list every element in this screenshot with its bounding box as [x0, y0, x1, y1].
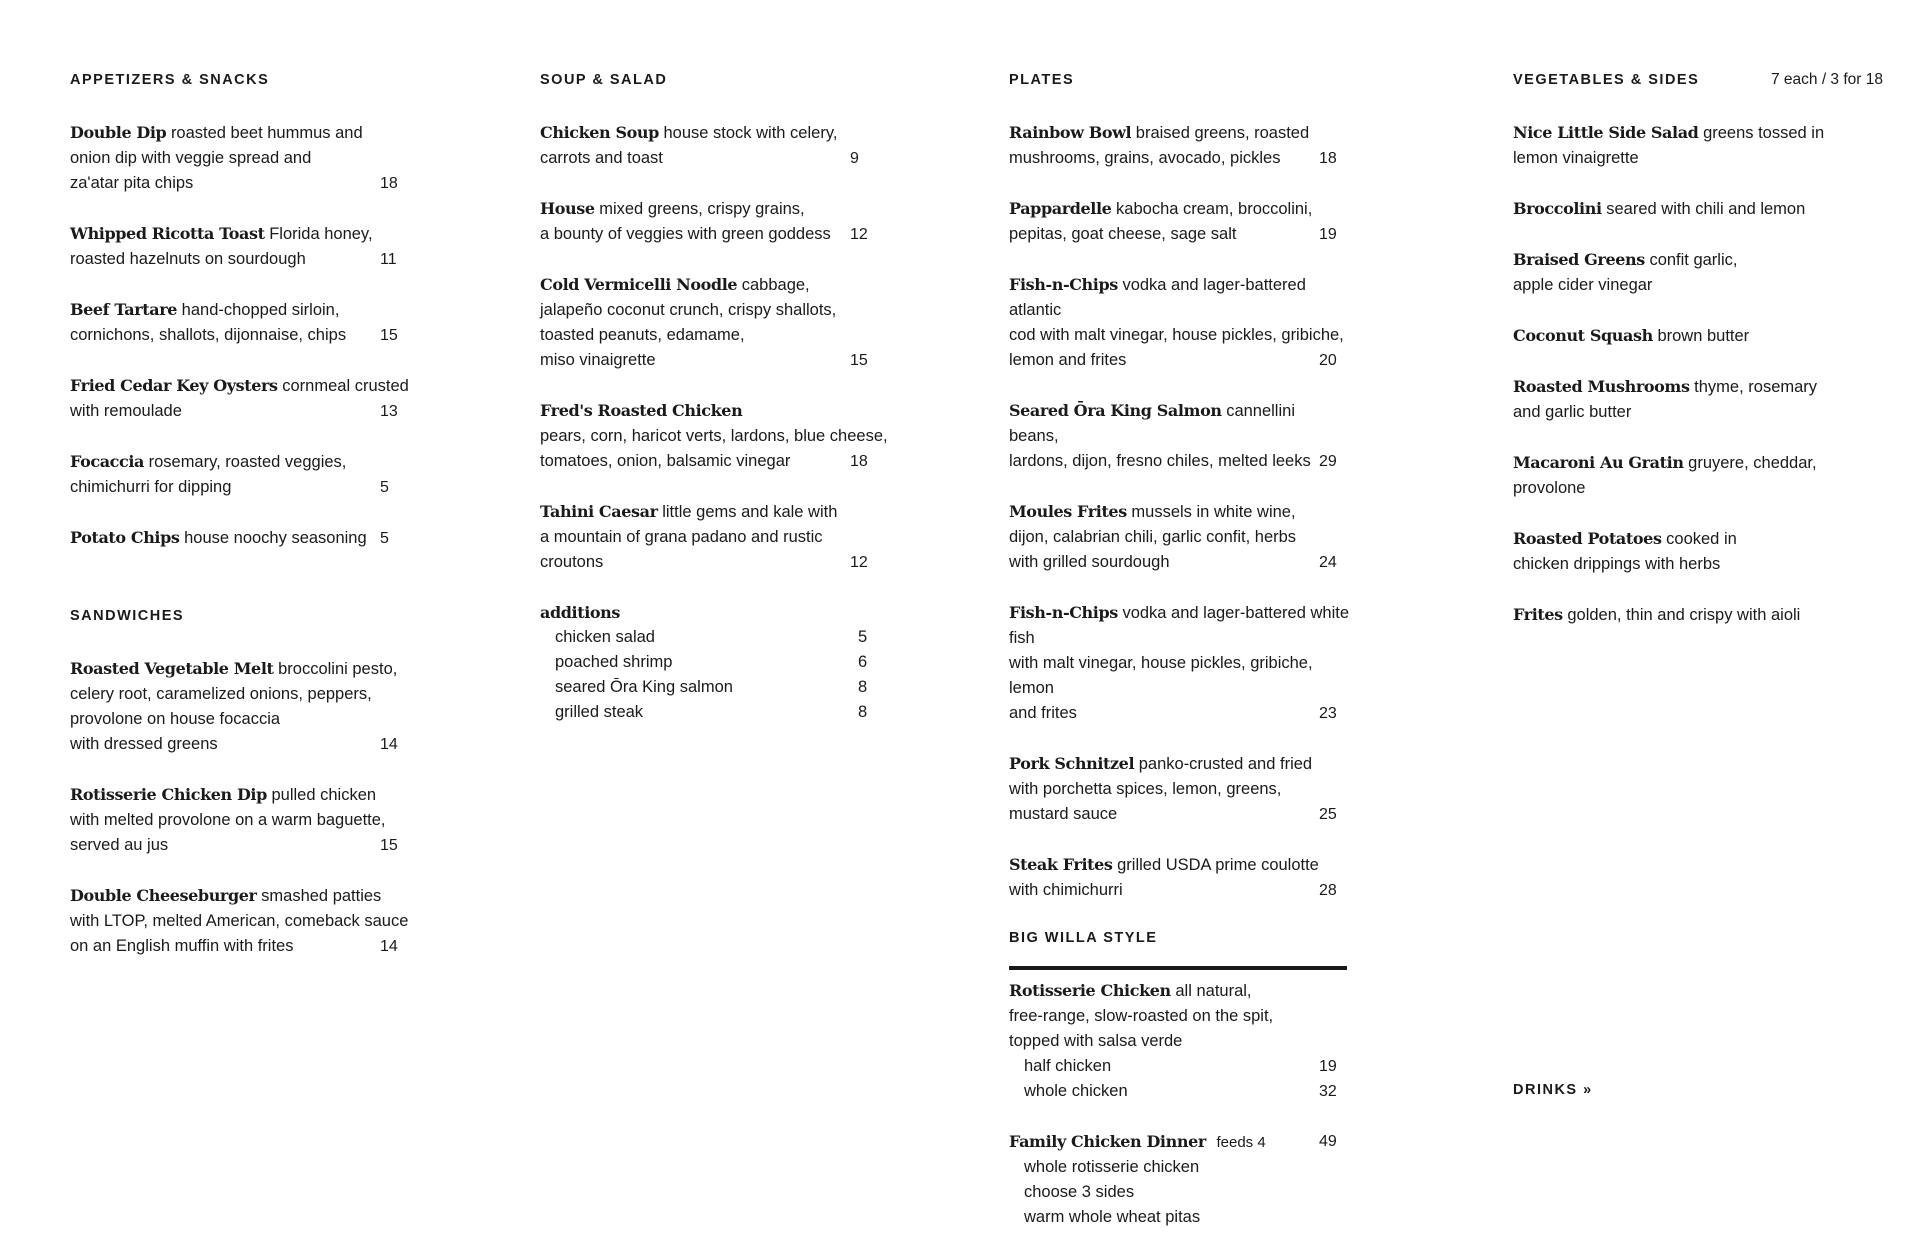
item-price: 25: [1319, 806, 1337, 823]
item-name: Broccolini: [1513, 199, 1602, 218]
item-name: Frites: [1513, 605, 1563, 624]
item-desc-line: lemon vinaigrette: [1513, 149, 1639, 167]
item-desc-line: with LTOP, melted American, comeback sauce: [70, 912, 409, 930]
menu-item-family-chicken-dinner: [1009, 1129, 1349, 1230]
menu-item: [1009, 751, 1349, 827]
item-desc-line: with porchetta spices, lemon, greens,: [1009, 780, 1282, 798]
item-desc: hand-chopped sirloin,: [181, 301, 340, 319]
item-desc-line: whole rotisserie chicken: [1024, 1158, 1200, 1176]
item-name: Chicken Soup: [540, 123, 659, 142]
item-desc-line: free-range, slow-roasted on the spit,: [1009, 1007, 1274, 1025]
option-price: 32: [1319, 1083, 1337, 1100]
section-rule: [1009, 966, 1347, 970]
item-desc-line: tomatoes, onion, balsamic vinegar: [540, 452, 791, 470]
item-desc-line: on an English muffin with frites: [70, 937, 294, 955]
menu-item: [70, 525, 430, 551]
menu-item: [1009, 499, 1349, 575]
item-desc: greens tossed in: [1703, 124, 1825, 142]
item-desc-line: za'atar pita chips: [70, 174, 194, 192]
menu-item: [540, 272, 910, 373]
item-price: 18: [380, 175, 398, 192]
item-name: Focaccia: [70, 452, 144, 471]
item-desc-line: toasted peanuts, edamame,: [540, 326, 745, 344]
addition-label: chicken salad: [555, 628, 655, 646]
menu-item: [1513, 196, 1883, 222]
addition-price: 8: [858, 703, 868, 721]
item-desc: cabbage,: [741, 276, 810, 294]
item-desc-line: onion dip with veggie spread and: [70, 149, 312, 167]
column-soup-salad: [540, 70, 910, 750]
sandwiches-list: [70, 656, 430, 959]
item-desc-line: lardons, dijon, fresno chiles, melted leeks: [1009, 452, 1311, 470]
item-name: Pork Schnitzel: [1009, 754, 1135, 773]
item-desc: rosemary, roasted veggies,: [148, 453, 347, 471]
item-name: Fish-n-Chips: [1009, 275, 1118, 294]
item-price: 5: [380, 530, 389, 547]
item-desc-line: pears, corn, haricot verts, lardons, blue cheese,: [540, 427, 888, 445]
menu-item: [540, 398, 910, 474]
item-desc-line: and garlic butter: [1513, 403, 1632, 421]
item-desc-line: with malt vinegar, house pickles, gribiche, lemon: [1009, 654, 1313, 697]
item-price: 29: [1319, 453, 1337, 470]
item-desc: seared with chili and lemon: [1606, 200, 1806, 218]
soup-salad-list: [540, 120, 910, 575]
option-label: half chicken: [1024, 1057, 1112, 1075]
menu-item: [1513, 450, 1883, 501]
addition-label: poached shrimp: [555, 653, 673, 671]
item-desc-line: provolone: [1513, 479, 1586, 497]
item-name: Fried Cedar Key Oysters: [70, 376, 278, 395]
menu-item: [70, 656, 430, 757]
item-desc: gruyere, cheddar,: [1688, 454, 1817, 472]
item-desc-line: and frites: [1009, 704, 1077, 722]
column-plates: [1009, 70, 1349, 1255]
menu-item: [1513, 602, 1883, 628]
addition-price: 5: [858, 628, 868, 646]
item-name: Family Chicken Dinner: [1009, 1132, 1206, 1151]
additions-rows: [540, 625, 910, 725]
addition-price: 6: [858, 653, 868, 671]
item-price: 14: [380, 938, 398, 955]
vegetables-list: [1513, 120, 1883, 628]
item-desc-line: a mountain of grana padano and rustic: [540, 528, 823, 546]
section-title-vegetables: VEGETABLES & SIDES: [1513, 72, 1700, 88]
item-name: Braised Greens: [1513, 250, 1645, 269]
item-desc: vodka and lager-battered white fish: [1009, 604, 1349, 647]
item-desc-line: mushrooms, grains, avocado, pickles: [1009, 149, 1281, 167]
item-desc: panko-crusted and fried: [1138, 755, 1313, 773]
section-title-sandwiches: SANDWICHES: [70, 608, 185, 624]
menu-item: [540, 499, 910, 575]
drinks-link[interactable]: DRINKS »: [1513, 1082, 1593, 1098]
menu-item: [1009, 398, 1349, 474]
item-price: 18: [1319, 150, 1337, 167]
menu-item: [1009, 600, 1349, 726]
item-desc-line: apple cider vinegar: [1513, 276, 1653, 294]
item-name: Coconut Squash: [1513, 326, 1653, 345]
item-desc: broccolini pesto,: [278, 660, 398, 678]
item-name: Rotisserie Chicken: [1009, 981, 1171, 1000]
section-title-soup-salad: SOUP & SALAD: [540, 72, 668, 88]
item-name: Rotisserie Chicken Dip: [70, 785, 267, 804]
item-desc: roasted beet hummus and: [170, 124, 363, 142]
item-desc-line: dijon, calabrian chili, garlic confit, herbs: [1009, 528, 1297, 546]
item-desc-line: provolone on house focaccia: [70, 710, 281, 728]
item-price: 49: [1319, 1133, 1337, 1150]
item-desc: cooked in: [1666, 530, 1737, 548]
item-price: 5: [380, 479, 389, 496]
item-price: 20: [1319, 352, 1337, 369]
item-feeds: feeds 4: [1216, 1134, 1266, 1151]
menu-item: [70, 883, 430, 959]
item-price: 23: [1319, 705, 1337, 722]
additions-title: additions: [540, 603, 621, 622]
item-name: Roasted Mushrooms: [1513, 377, 1690, 396]
item-desc-line: with chimichurri: [1009, 881, 1123, 899]
item-name: Roasted Potatoes: [1513, 529, 1662, 548]
section-title-plates: PLATES: [1009, 72, 1075, 88]
addition-price: 8: [858, 678, 868, 696]
section-spacer: [70, 576, 430, 606]
item-desc-line: served au jus: [70, 836, 169, 854]
option-price: 19: [1319, 1058, 1337, 1075]
item-price: 19: [1319, 226, 1337, 243]
item-desc: golden, thin and crispy with aioli: [1567, 606, 1801, 624]
item-desc-line: a bounty of veggies with green goddess: [540, 225, 831, 243]
item-price: 9: [850, 150, 859, 167]
item-name: Fish-n-Chips: [1009, 603, 1118, 622]
option-label: whole chicken: [1024, 1082, 1128, 1100]
menu-item-rotisserie-chicken: [1009, 978, 1349, 1104]
item-desc-line: choose 3 sides: [1024, 1183, 1135, 1201]
item-desc-line: jalapeño coconut crunch, crispy shallots,: [540, 301, 837, 319]
menu-item: [1513, 526, 1883, 577]
item-price: 12: [850, 226, 868, 243]
item-name: House: [540, 199, 595, 218]
item-name: Cold Vermicelli Noodle: [540, 275, 738, 294]
item-desc: house noochy seasoning: [184, 529, 367, 547]
item-name: Seared Ōra King Salmon: [1009, 401, 1222, 420]
item-desc: confit garlic,: [1649, 251, 1738, 269]
item-desc: smashed patties: [261, 887, 382, 905]
item-desc: mixed greens, crispy grains,: [599, 200, 805, 218]
item-desc-line: with melted provolone on a warm baguette,: [70, 811, 386, 829]
additions-block: [540, 600, 910, 725]
item-name: Pappardelle: [1009, 199, 1112, 218]
item-desc: cannellini beans,: [1009, 402, 1295, 445]
addition-row: [540, 625, 910, 650]
menu-item: [540, 120, 910, 171]
item-name: Steak Frites: [1009, 855, 1113, 874]
plates-list: [1009, 120, 1349, 903]
addition-label: grilled steak: [555, 703, 644, 721]
item-desc: Florida honey,: [269, 225, 373, 243]
menu-item: [540, 196, 910, 247]
menu-item: [1513, 247, 1883, 298]
item-desc-line: cornichons, shallots, dijonnaise, chips: [70, 326, 347, 344]
sides-pricing: 7 each / 3 for 18: [1770, 71, 1883, 88]
menu-item: [70, 782, 430, 858]
item-name: Roasted Vegetable Melt: [70, 659, 274, 678]
item-desc-line: mustard sauce: [1009, 805, 1118, 823]
menu-item: [70, 221, 430, 272]
section-head-veg: [1513, 70, 1883, 90]
item-desc: house stock with celery,: [663, 124, 838, 142]
item-name: Whipped Ricotta Toast: [70, 224, 265, 243]
column-vegetables-sides: [1513, 70, 1883, 653]
menu-item: [1513, 323, 1883, 349]
menu-item: [70, 449, 430, 500]
menu-item: [1009, 852, 1349, 903]
item-price: 28: [1319, 882, 1337, 899]
option-row: [1009, 1079, 1349, 1104]
section-title-appetizers: APPETIZERS & SNACKS: [70, 72, 270, 88]
addition-row: [540, 700, 910, 725]
item-desc-line: topped with salsa verde: [1009, 1032, 1183, 1050]
item-desc-line: chimichurri for dipping: [70, 478, 232, 496]
item-desc: vodka and lager-battered atlantic: [1009, 276, 1306, 319]
menu-item: [1009, 196, 1349, 247]
item-desc-line: croutons: [540, 553, 604, 571]
addition-row: [540, 675, 910, 700]
item-name: Tahini Caesar: [540, 502, 658, 521]
item-desc: mussels in white wine,: [1131, 503, 1296, 521]
item-desc-line: carrots and toast: [540, 149, 663, 167]
item-desc-line: miso vinaigrette: [540, 351, 656, 369]
menu-item: [70, 297, 430, 348]
item-desc: little gems and kale with: [662, 503, 838, 521]
item-desc: all natural,: [1175, 982, 1252, 1000]
option-row: [1009, 1054, 1349, 1079]
item-name: Rainbow Bowl: [1009, 123, 1132, 142]
item-price: 12: [850, 554, 868, 571]
item-desc-line: lemon and frites: [1009, 351, 1127, 369]
menu-item: [1009, 272, 1349, 373]
item-desc: thyme, rosemary: [1694, 378, 1818, 396]
item-name: Double Cheeseburger: [70, 886, 257, 905]
item-desc-line: celery root, caramelized onions, peppers,: [70, 685, 372, 703]
item-name: Moules Frites: [1009, 502, 1127, 521]
item-desc: grilled USDA prime coulotte: [1117, 856, 1319, 874]
column-appetizers-sandwiches: [70, 70, 430, 984]
item-price: 15: [380, 327, 398, 344]
item-desc: brown butter: [1657, 327, 1750, 345]
menu-item: [70, 373, 430, 424]
menu-item: [1513, 374, 1883, 425]
menu-item: [1009, 120, 1349, 171]
item-desc-line: cod with malt vinegar, house pickles, gribiche,: [1009, 326, 1344, 344]
item-price: 15: [380, 837, 398, 854]
addition-label: seared Ōra King salmon: [555, 678, 733, 696]
item-name: Potato Chips: [70, 528, 180, 547]
item-price: 15: [850, 352, 868, 369]
addition-row: [540, 650, 910, 675]
item-name: Fred's Roasted Chicken: [540, 401, 743, 420]
menu-item: [1513, 120, 1883, 171]
item-price: 11: [380, 251, 397, 268]
item-name: Macaroni Au Gratin: [1513, 453, 1684, 472]
item-name: Nice Little Side Salad: [1513, 123, 1699, 142]
item-desc-line: chicken drippings with herbs: [1513, 555, 1721, 573]
item-desc-line: with remoulade: [70, 402, 182, 420]
item-desc: kabocha cream, broccolini,: [1116, 200, 1313, 218]
item-price: 24: [1319, 554, 1337, 571]
item-name: Beef Tartare: [70, 300, 178, 319]
item-desc-line: with dressed greens: [70, 735, 218, 753]
item-desc: pulled chicken: [271, 786, 377, 804]
item-desc: braised greens, roasted: [1135, 124, 1310, 142]
item-price: 13: [380, 403, 398, 420]
menu-item: [70, 120, 430, 196]
item-desc-line: pepitas, goat cheese, sage salt: [1009, 225, 1237, 243]
appetizers-list: [70, 120, 430, 551]
item-desc-line: with grilled sourdough: [1009, 553, 1170, 571]
section-title-big-willa: BIG WILLA STYLE: [1009, 930, 1158, 946]
item-name: Double Dip: [70, 123, 167, 142]
item-desc: cornmeal crusted: [282, 377, 409, 395]
item-desc-line: roasted hazelnuts on sourdough: [70, 250, 306, 268]
item-desc-line: warm whole wheat pitas: [1024, 1208, 1201, 1226]
item-price: 14: [380, 736, 398, 753]
item-price: 18: [850, 453, 868, 470]
